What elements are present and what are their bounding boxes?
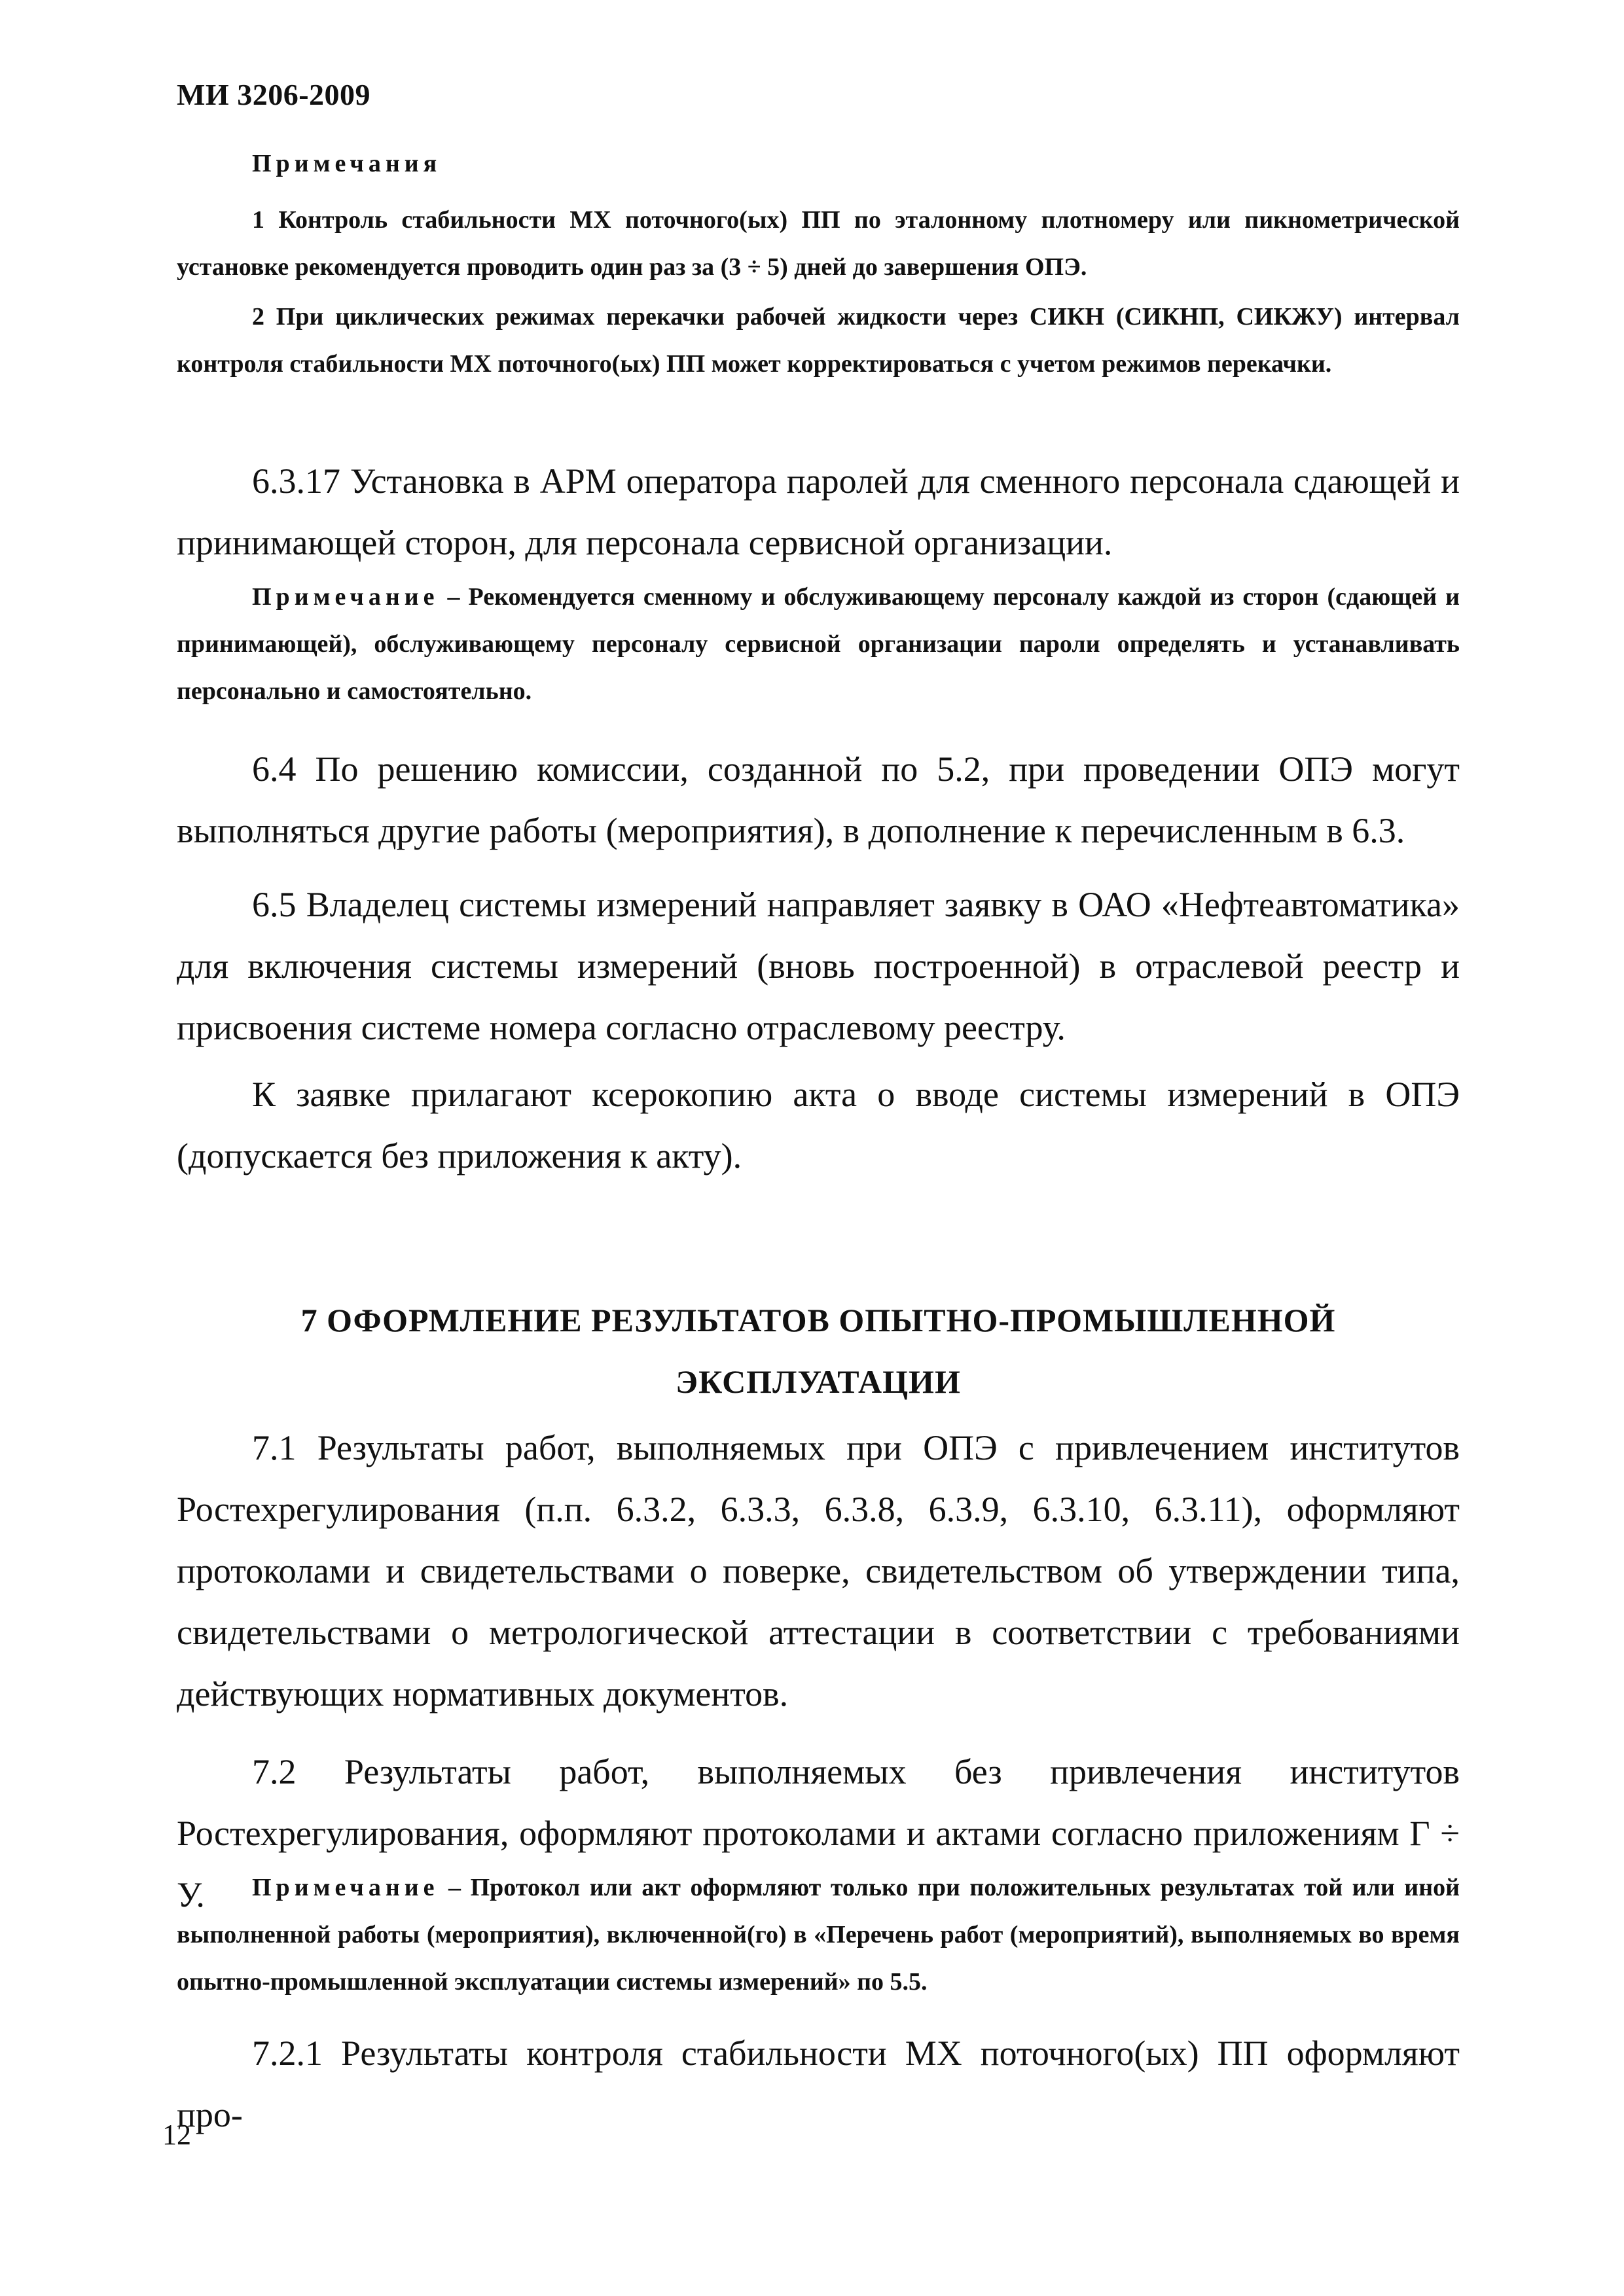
paragraph-6-4: 6.4 По решению комиссии, созданной по 5.2, при проведении ОПЭ могут выполняться другие работы (мероприятия), в дополнение к перечисленным в 6.3. <box>177 749 1460 850</box>
paragraph-6-5: 6.5 Владелец системы измерений направляет заявку в ОАО «Нефтеавтоматика» для включения системы измерений (вновь построенной) в отраслевой реестр и присвоения системе номера согласно отраслевому реестру. К заявке прилагают ксерокопию акта о вводе системы измерений в ОПЭ (допускается без приложения к акту). <box>177 874 1460 1187</box>
paragraph-6-3-17: 6.3.17 Установка в АРМ оператора паролей для сменного персонала сдающей и принимающей сторон, для персонала сервисной организации. <box>177 461 1460 562</box>
note-7-2 <box>177 1864 1460 2005</box>
note-6-3-17 <box>177 573 1460 715</box>
paragraph-7-1: 7.1 Результаты работ, выполняемых при ОПЭ с привлечением институтов Ростехрегулирования (п.п. 6.3.2, 6.3.3, 6.3.8, 6.3.9, 6.3.10, 6.3.11), оформляют протоколами и свидетельствами о поверке, свидетельством об утверждении типа, свидетельствами о метрологической аттестации в соответствии с требованиями действующих нормативных документов. <box>177 1428 1460 1713</box>
section-7-title-line-1: 7 ОФОРМЛЕНИЕ РЕЗУЛЬТАТОВ ОПЫТНО-ПРОМЫШЛЕННОЙ <box>300 1302 1336 1338</box>
note-label: Примечание <box>252 583 439 611</box>
section-7-title <box>177 1289 1460 1412</box>
section-7-title-line-2: ЭКСПЛУАТАЦИИ <box>676 1363 961 1400</box>
note-item-2: 2 При циклических режимах перекачки рабочей жидкости через СИКН (СИКНП, СИКЖУ) интервал контроля стабильности МХ поточного(ых) ПП может корректироваться с учетом режимов перекачки. <box>177 303 1460 378</box>
note-item-1: 1 Контроль стабильности МХ поточного(ых) ПП по эталонному плотномеру или пикнометрической установке рекомендуется проводить один раз за (3 ÷ 5) дней до завершения ОПЭ. <box>177 206 1460 281</box>
notes-title: Примечания <box>252 150 442 177</box>
paragraph-7-2: 7.2 Результаты работ, выполняемых без привлечения институтов Ростехрегулирования, оформляют протоколами и актами согласно приложениям Г ÷ У. <box>177 1752 1460 1914</box>
notes-block <box>177 196 1460 387</box>
paragraph-6-5-attachment: К заявке прилагают ксерокопию акта о вводе системы измерений в ОПЭ (допускается без приложения к акту). <box>177 1075 1460 1175</box>
note-text: – Протокол или акт оформляют только при положительных результатах той или иной выполненной работы (мероприятия), включенной(го) в «Перечень работ (мероприятий), выполняемых во время опытно-промышленной эксплуатации системы измерений» по 5.5. <box>177 1874 1460 1996</box>
note-label: Примечание <box>252 1874 439 1901</box>
document-code: МИ 3206-2009 <box>177 78 371 111</box>
paragraph-7-2-1: 7.2.1 Результаты контроля стабильности МХ поточного(ых) ПП оформляют про- <box>177 2034 1460 2134</box>
page-number: 12 <box>162 2119 191 2151</box>
note-text: – Рекомендуется сменному и обслуживающему персоналу каждой из сторон (сдающей и принимающей), обслуживающему персоналу сервисной организации пароли определять и устанавливать персонально и самостоятельно. <box>177 583 1460 705</box>
